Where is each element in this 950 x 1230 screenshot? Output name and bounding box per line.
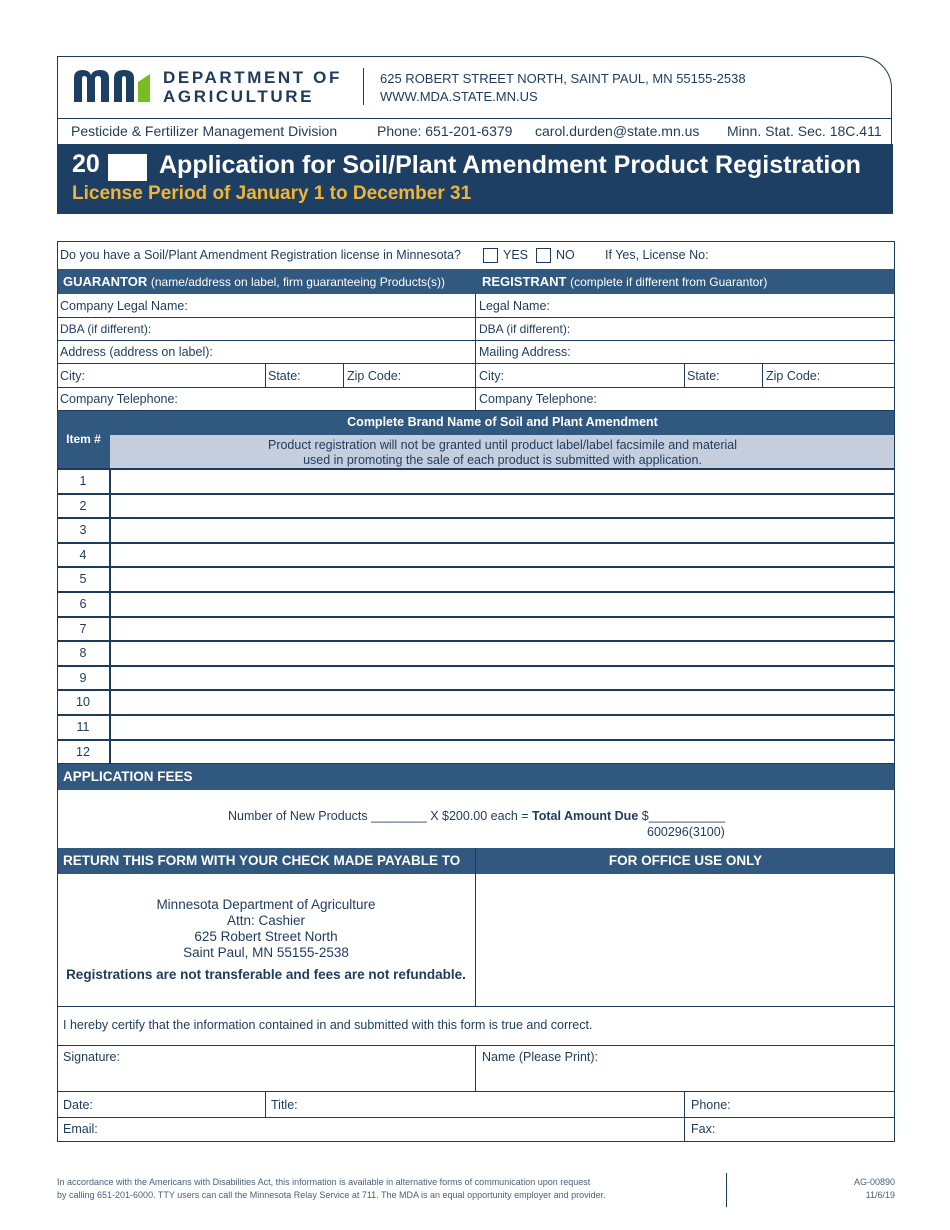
product-brand-name-field[interactable] [112, 544, 894, 565]
column-divider [684, 1091, 685, 1141]
registration-note-line-1: Product registration will not be granted until product label/label facsimile and material [267, 438, 737, 452]
email-field[interactable]: Email: [63, 1122, 98, 1136]
product-brand-name-field[interactable] [112, 568, 894, 589]
product-brand-name-field[interactable] [112, 618, 894, 639]
division-info-row [57, 118, 892, 144]
registration-note [110, 438, 895, 467]
product-item-number: 10 [76, 695, 90, 709]
registrant-legal-name-field[interactable]: Legal Name: [479, 299, 550, 313]
phone-field[interactable]: Phone: [691, 1098, 731, 1112]
rule [57, 1006, 895, 1007]
form-left-border [57, 241, 58, 1142]
ada-notice-line-1: In accordance with the Americans with Disabilities Act, this information is available in alternative forms of communication upon request [57, 1177, 591, 1187]
column-divider [265, 364, 266, 387]
guarantor-telephone-field[interactable]: Company Telephone: [60, 392, 178, 406]
column-divider [475, 294, 476, 410]
non-refundable-notice: Registrations are not transferable and fees are not refundable. [66, 967, 466, 982]
column-divider [684, 364, 685, 387]
division-name: Pesticide & Fertilizer Management Division [71, 123, 338, 139]
department-line-2: AGRICULTURE [163, 87, 315, 106]
product-brand-name-field[interactable] [112, 741, 894, 762]
street-address: 625 ROBERT STREET NORTH, SAINT PAUL, MN 55155-2538 [380, 71, 746, 86]
column-divider [475, 1045, 476, 1091]
guarantor-title: GUARANTOR [63, 274, 148, 289]
total-amount-field[interactable]: $___________ [638, 809, 726, 823]
rule [57, 241, 895, 242]
product-item-number: 12 [76, 745, 90, 759]
product-brand-name-field[interactable] [112, 593, 894, 614]
product-item-number: 7 [79, 622, 87, 636]
product-item-number: 8 [79, 646, 87, 660]
office-use-heading: FOR OFFICE USE ONLY [608, 853, 763, 868]
registrant-zip-field[interactable]: Zip Code: [766, 369, 821, 383]
product-item-number: 6 [79, 597, 87, 611]
registrant-telephone-field[interactable]: Company Telephone: [479, 392, 597, 406]
fax-field[interactable]: Fax: [691, 1122, 716, 1136]
account-code: 600296(3100) [647, 825, 725, 839]
form-identifier [800, 1176, 895, 1202]
ada-notice-line-2: by calling 651-201-6000. TTY users can call the Minnesota Relay Service at 711. The MDA is an equal opportunity employer and provider. [57, 1190, 606, 1200]
product-brand-name-field[interactable] [112, 519, 894, 540]
yes-checkbox[interactable] [483, 248, 498, 263]
rule [57, 1091, 895, 1092]
rule [57, 363, 895, 364]
column-divider [343, 364, 344, 387]
no-checkbox[interactable] [536, 248, 551, 263]
product-item-number: 9 [79, 671, 87, 685]
header-divider [363, 68, 364, 105]
registration-note-line-2: used in promoting the sale of each product is submitted with application. [303, 452, 702, 467]
product-item-number: 3 [79, 523, 87, 537]
registrant-city-field[interactable]: City: [479, 369, 504, 383]
fee-calculation[interactable] [228, 809, 725, 823]
no-label: NO [556, 248, 575, 262]
column-divider [265, 1091, 266, 1117]
product-brand-name-field[interactable] [112, 716, 894, 737]
rule [57, 1117, 895, 1118]
product-item-number: 11 [76, 720, 90, 734]
product-brand-name-field[interactable] [112, 642, 894, 663]
rule [57, 340, 895, 341]
form-right-border [894, 241, 895, 1142]
brand-name-header: Complete Brand Name of Soil and Plant Amendment [347, 415, 658, 429]
guarantor-dba-field[interactable]: DBA (if different): [60, 322, 152, 336]
name-print-field[interactable]: Name (Please Print): [482, 1050, 599, 1064]
form-number: AG-00890 [853, 1177, 895, 1187]
registrant-note: (complete if different from Guarantor) [570, 275, 768, 289]
guarantor-state-field[interactable]: State: [268, 369, 301, 383]
division-phone: Phone: 651-201-6379 [377, 123, 513, 139]
mailing-line-3: 625 Robert Street North [194, 929, 338, 944]
product-item-number: 5 [79, 572, 87, 586]
rule [57, 1141, 895, 1142]
application-fees-heading: APPLICATION FEES [63, 769, 193, 784]
license-number-field[interactable]: If Yes, License No: [605, 248, 709, 262]
product-brand-name-field[interactable] [112, 470, 894, 491]
product-item-number: 2 [79, 499, 87, 513]
certification-statement: I hereby certify that the information contained in and submitted with this form is true and correct. [63, 1018, 593, 1032]
guarantor-city-field[interactable]: City: [60, 369, 85, 383]
date-field[interactable]: Date: [63, 1098, 93, 1112]
department-address [380, 70, 746, 106]
year-input[interactable] [108, 154, 147, 181]
signature-field[interactable]: Signature: [63, 1050, 120, 1064]
rule [57, 1045, 895, 1046]
product-brand-name-field[interactable] [112, 667, 894, 688]
license-period: License Period of January 1 to December 31 [72, 183, 472, 204]
registrant-title: REGISTRANT [482, 274, 567, 289]
website-link[interactable]: WWW.MDA.STATE.MN.US [380, 89, 538, 104]
product-item-number: 1 [79, 474, 87, 488]
mailing-line-1: Minnesota Department of Agriculture [156, 897, 376, 912]
guarantor-address-field[interactable]: Address (address on label): [60, 345, 213, 359]
department-name [163, 68, 342, 106]
ada-notice [57, 1176, 657, 1202]
total-amount-label: Total Amount Due [532, 809, 639, 823]
yes-label: YES [503, 248, 529, 262]
item-column-divider [109, 468, 111, 764]
form-title: Application for Soil/Plant Amendment Product Registration [159, 151, 861, 179]
product-item-number: 4 [79, 548, 87, 562]
guarantor-heading [63, 274, 445, 289]
rule [57, 317, 895, 318]
rule [57, 387, 895, 388]
footer-divider [726, 1173, 727, 1207]
title-field[interactable]: Title: [271, 1098, 298, 1112]
product-brand-name-field[interactable] [112, 691, 894, 712]
year-prefix: 20 [72, 150, 100, 178]
product-brand-name-field[interactable] [112, 495, 894, 516]
company-legal-name-field[interactable]: Company Legal Name: [60, 299, 188, 313]
registrant-heading [482, 274, 767, 289]
registrant-mailing-address-field[interactable]: Mailing Address: [479, 345, 571, 359]
statute-reference: Minn. Stat. Sec. 18C.411 [727, 123, 882, 139]
division-email[interactable]: carol.durden@state.mn.us [535, 123, 700, 139]
mailing-line-2: Attn: Cashier [226, 913, 306, 928]
registrant-dba-field[interactable]: DBA (if different): [479, 322, 571, 336]
form-date: 11/6/19 [865, 1190, 895, 1200]
license-question: Do you have a Soil/Plant Amendment Registration license in Minnesota? [60, 248, 461, 262]
guarantor-note: (name/address on label, firm guaranteeing Products(s)) [150, 275, 446, 289]
department-line-1: DEPARTMENT OF [163, 68, 342, 87]
return-form-heading: RETURN THIS FORM WITH YOUR CHECK MADE PAYABLE TO [63, 853, 461, 868]
registrant-state-field[interactable]: State: [687, 369, 720, 383]
mailing-line-4: Saint Paul, MN 55155-2538 [183, 945, 349, 960]
guarantor-zip-field[interactable]: Zip Code: [347, 369, 402, 383]
column-divider [762, 364, 763, 387]
item-number-header: Item # [66, 432, 101, 446]
mailing-address-block [57, 897, 475, 961]
office-use-area [476, 875, 895, 1006]
mda-logo-icon [72, 68, 152, 104]
fee-number-label: Number of New Products ________ X $200.00 each = [228, 809, 533, 823]
